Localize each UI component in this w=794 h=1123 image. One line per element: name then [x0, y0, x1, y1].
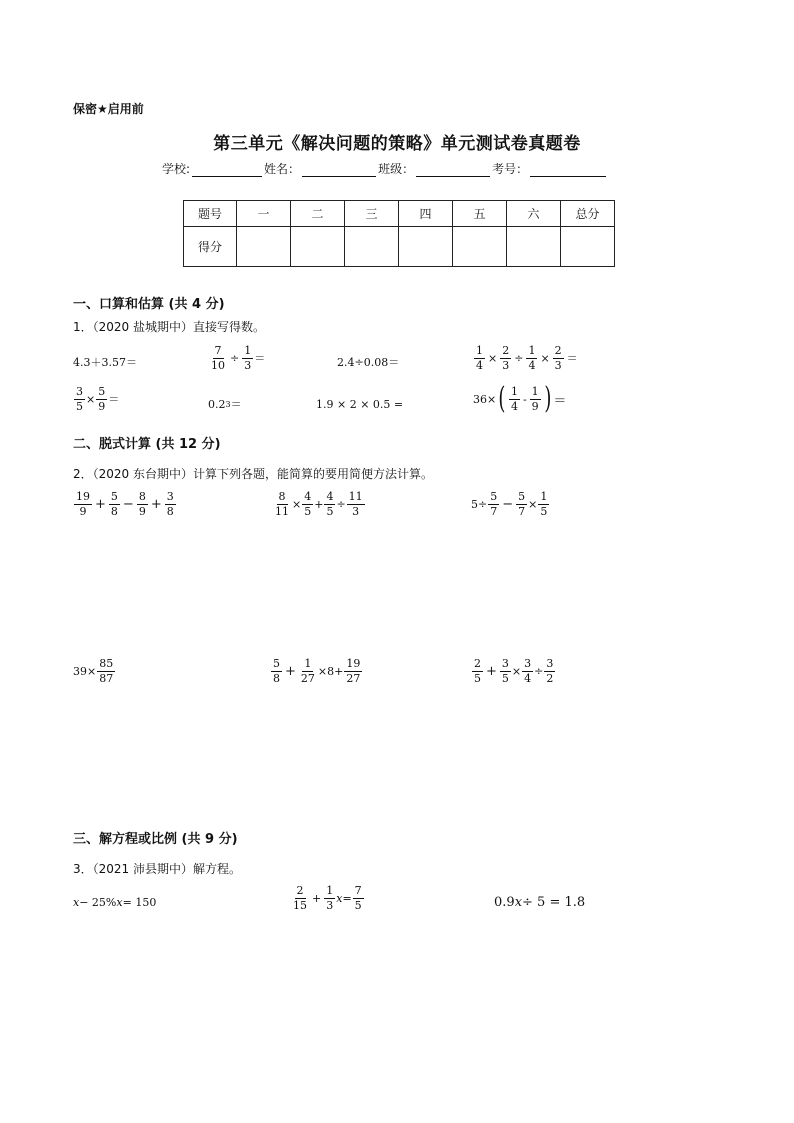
q3-item-a: x − 25% x = 150: [73, 896, 157, 909]
score-table-wrap: [183, 200, 615, 267]
question-1-text: 1．（2020 盐城期中）直接写得数。: [73, 320, 265, 334]
school-label: 学校:: [162, 162, 191, 176]
score-cell[interactable]: [453, 227, 507, 267]
class-field[interactable]: [416, 162, 490, 177]
section-3-heading: 三、解方程或比例 (共 9 分): [73, 832, 238, 847]
q2-item-e: $\frac{5}{8}$ + $\frac{1}{27}$ ×8+ $\frac{19}{27}$: [273, 657, 361, 685]
q1-item-c: 2.4÷0.08＝: [337, 356, 400, 369]
q2-item-c: 5÷ $\frac{5}{7}$ − $\frac{5}{7}$ × $\frac{1}{5}$: [471, 490, 548, 518]
score-cell[interactable]: [291, 227, 345, 267]
q1-item-d: $\frac{1}{4}$ × $\frac{2}{3}$ ÷ $\frac{1}{4}$ × $\frac{2}{3}$ ＝: [476, 344, 578, 372]
q1-item-f: 0.2 3 ＝: [208, 397, 242, 411]
section-1-heading: 一、口算和估算 (共 4 分): [73, 297, 225, 312]
score-cell[interactable]: [345, 227, 399, 267]
school-field[interactable]: [192, 162, 262, 177]
number-label: 考号：: [492, 162, 529, 176]
score-header-cell: 总分: [561, 201, 615, 227]
class-label: 班级：: [378, 162, 415, 176]
score-header-cell: 题号: [184, 201, 237, 227]
q1-item-a: 4.3＋3.57＝: [73, 356, 137, 369]
score-table: [183, 200, 615, 267]
name-label: 姓名：: [264, 162, 301, 176]
page-title: 第三单元《解决问题的策略》单元测试卷真题卷: [213, 134, 581, 154]
score-header-cell: 四: [399, 201, 453, 227]
score-cell[interactable]: [507, 227, 561, 267]
score-cell[interactable]: [237, 227, 291, 267]
score-header-cell: 六: [507, 201, 561, 227]
score-row-label: 得分: [184, 227, 237, 267]
question-3-text: 3．（2021 沛县期中）解方程。: [73, 862, 241, 876]
q3-item-c: 0.9 x ÷ 5 = 1.8: [494, 895, 586, 910]
q1-item-h: 36× ( $\frac{1}{4}$ - $\frac{1}{9}$ ) ＝: [473, 381, 567, 416]
score-header-cell: 五: [453, 201, 507, 227]
q3-item-b: $\frac{2}{15}$ + $\frac{1}{3}$ x = $\frac{7}{5}$: [293, 884, 362, 912]
question-2-text: 2．（2020 东台期中）计算下列各题，能简算的要用简便方法计算。: [73, 467, 433, 481]
q1-item-e: $\frac{3}{5}$ × $\frac{5}{9}$ ＝: [76, 385, 120, 413]
q1-item-g: 1.9 × 2 × 0.5 =: [316, 398, 404, 411]
section-2-heading: 二、脱式计算 (共 12 分): [73, 437, 221, 452]
number-field[interactable]: [530, 162, 606, 177]
name-field[interactable]: [302, 162, 376, 177]
q2-item-b: $\frac{8}{11}$ × $\frac{4}{5}$ + $\frac{4}{5}$ ÷ $\frac{11}{3}$: [275, 490, 363, 518]
score-header-cell: 一: [237, 201, 291, 227]
q2-item-f: $\frac{2}{5}$ + $\frac{3}{5}$ × $\frac{3}{4}$ ÷ $\frac{3}{2}$: [474, 657, 554, 685]
score-header-cell: 二: [291, 201, 345, 227]
q1-item-b: $\frac{7}{10}$ ÷ $\frac{1}{3}$ ＝: [211, 344, 266, 372]
score-cell[interactable]: [399, 227, 453, 267]
score-cell[interactable]: [561, 227, 615, 267]
score-header-cell: 三: [345, 201, 399, 227]
q2-item-d: 39× $\frac{85}{87}$: [73, 657, 114, 685]
q2-item-a: $\frac{19}{9}$ + $\frac{5}{8}$ − $\frac{8}{9}$ + $\frac{3}{8}$: [76, 490, 174, 518]
confidential-label: 保密★启用前: [73, 102, 144, 116]
student-info-line: [162, 160, 608, 177]
